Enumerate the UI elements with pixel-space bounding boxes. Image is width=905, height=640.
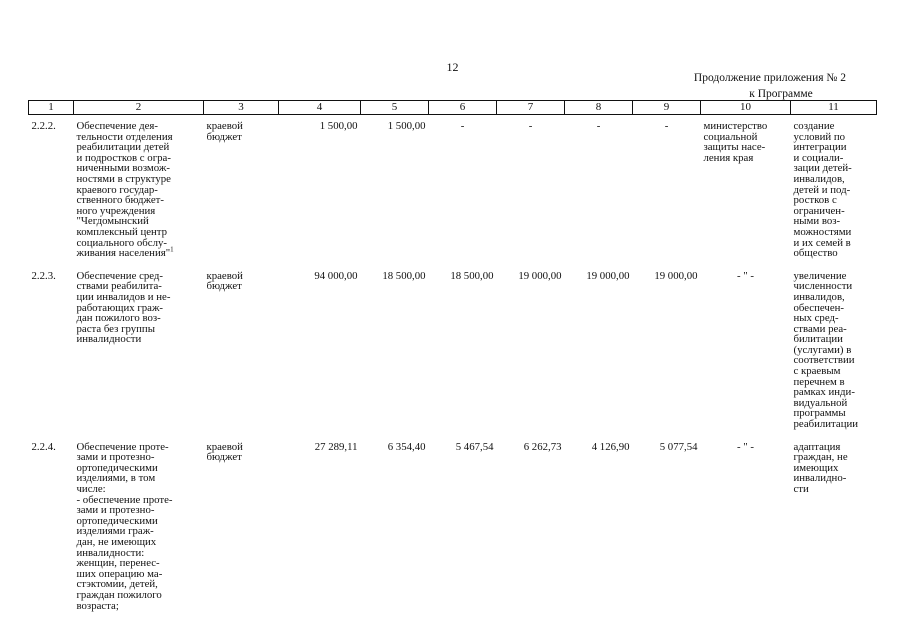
expected-result: создание условий по интеграции и социали- зации детей- инвалидов, детей и под- ростков с ограничен- ными воз- можностями и их семей в общество (793, 120, 852, 260)
year-3-amount: 6 262,73 (523, 440, 562, 453)
expected-result: адаптация граждан, не имеющих инвалидно- сти (793, 440, 848, 495)
funding-source: краевой бюджет (206, 120, 243, 143)
column-header-2: 2 (74, 101, 204, 115)
funding-source: краевой бюджет (206, 269, 243, 293)
executor: министерство социальной защиты насе- ления края (703, 120, 768, 164)
item-description (74, 115, 204, 265)
year-3-amount: 19 000,00 (518, 269, 562, 282)
page-number: 12 (446, 60, 459, 74)
column-header-6: 6 (429, 101, 497, 115)
total-amount: 94 000,00 (314, 269, 358, 282)
item-description-text: Обеспечение дея- тельности отделения реабилитации детей и подростков с огра- ниченными возмож- ностями в структуре краевого государ- ственного бюджет- ного учреждения "Чегдомынский комплексный центр социального обслу- живания населения" (76, 120, 173, 260)
expected-result: увеличение численности инвалидов, обеспечен- ных сред- ствами реа- билитации (услугами) в соответствии с краевым перечнем в рамках инди- видуальной программы реабилитации (793, 269, 859, 431)
table-row (29, 436, 877, 618)
column-header-11: 11 (791, 101, 877, 115)
column-header-9: 9 (633, 101, 701, 115)
column-header-10: 10 (701, 101, 791, 115)
item-description-text: Обеспечение сред- ствами реабилита- ции инвалидов и не- работающих граж- дан пожилого воз- раста без группы инвалидности (76, 269, 171, 346)
column-header-4: 4 (279, 101, 361, 115)
item-description (74, 436, 204, 618)
item-description (74, 265, 204, 436)
year-5-amount: 19 000,00 (654, 269, 698, 282)
funding-source: краевой бюджет (206, 440, 243, 464)
column-header-8: 8 (565, 101, 633, 115)
header-row (29, 101, 877, 115)
continuation-line-2: к Программе (749, 88, 813, 100)
column-header-3: 3 (204, 101, 279, 115)
footnote-marker: 1 (170, 245, 174, 254)
total-amount: 1 500,00 (319, 120, 358, 132)
executor: - " - (737, 440, 754, 453)
continuation-note (640, 70, 860, 103)
continuation-line-1: Продолжение приложения № 2 (693, 72, 846, 84)
total-amount: 27 289,11 (314, 440, 358, 453)
year-4-amount: 4 126,90 (591, 440, 630, 453)
year-2-amount: 5 467,54 (455, 440, 494, 453)
column-header-5: 5 (361, 101, 429, 115)
year-2-amount: 18 500,00 (450, 269, 494, 282)
item-code: 2.2.2. (31, 120, 56, 132)
table-row (29, 265, 877, 436)
year-2-amount: - (460, 120, 465, 132)
table-row (29, 115, 877, 265)
item-description-text: Обеспечение проте- зами и протезно- ортопедическими изделиями, в том числе: - обеспечение проте- зами и протезно- ортопедическими изделиями граж- дан, не имеющих инвалидности: женщин, перенес- ших операцию ма- стэктомии, детей, граждан пожилого возраста; (76, 440, 173, 612)
column-header-1: 1 (29, 101, 74, 115)
year-4-amount: - (596, 120, 601, 132)
program-table (28, 100, 877, 617)
item-code: 2.2.4. (31, 440, 56, 453)
item-code: 2.2.3. (31, 269, 56, 282)
executor: - " - (737, 269, 754, 282)
year-4-amount: 19 000,00 (586, 269, 630, 282)
year-3-amount: - (528, 120, 533, 132)
year-1-amount: 1 500,00 (387, 120, 426, 132)
year-1-amount: 18 500,00 (382, 269, 426, 282)
year-5-amount: - (664, 120, 669, 132)
column-header-7: 7 (497, 101, 565, 115)
year-1-amount: 6 354,40 (387, 440, 426, 453)
year-5-amount: 5 077,54 (659, 440, 698, 453)
